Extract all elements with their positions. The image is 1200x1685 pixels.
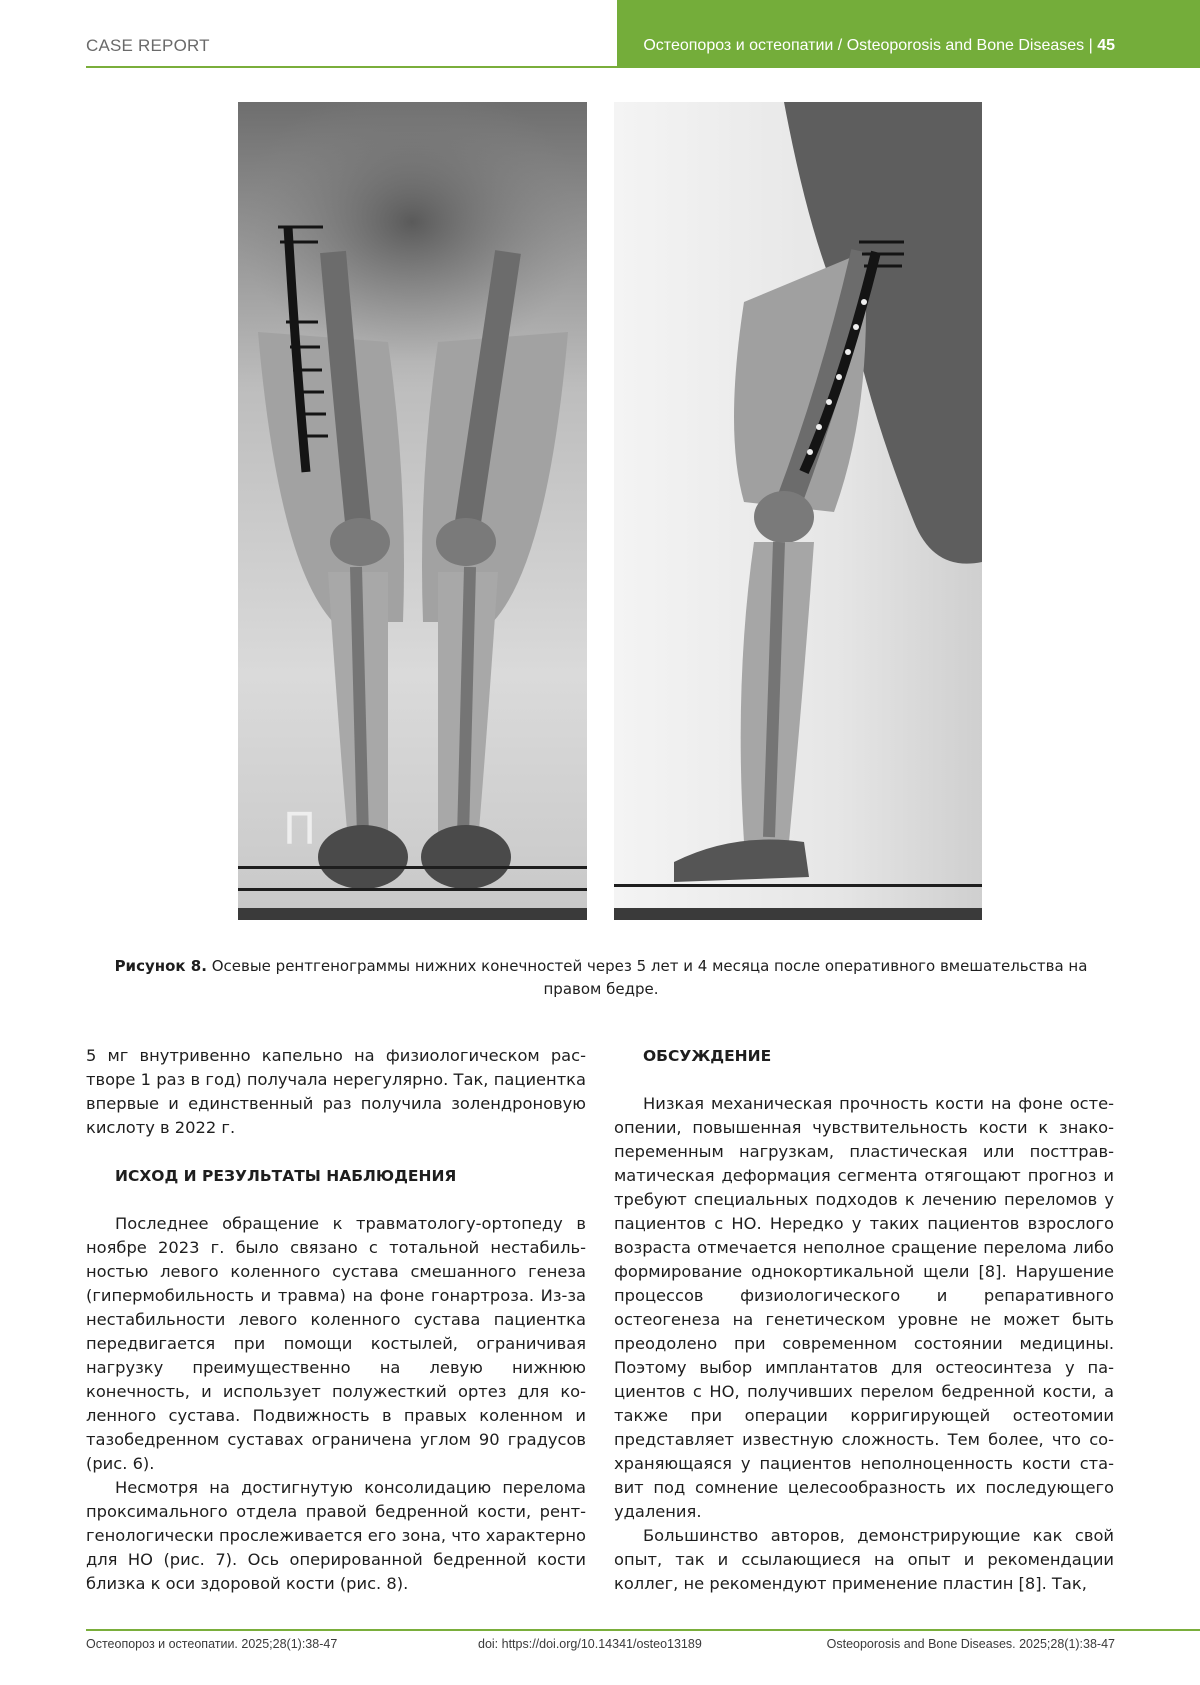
header-rule xyxy=(86,66,618,68)
right-column xyxy=(614,1044,1114,1596)
page-number: 45 xyxy=(1097,37,1115,54)
left-paragraph-2: Последнее обращение к травматологу-ортопеду в ноябре 2023 г. было связано с тотальной нестабильностью левого коленного сустава смешанного генеза (гипермобильность и травма) на фоне гонартроза. Из-за нестабильности левого коленного сустава пациентка передвигается при помощи костылей, ограничивая нагрузку преимущественно на левую нижнюю конечность, и использует полужесткий ортез для коленного сустава. Подвижность в правых коленном и тазобедренном суставах ограничена углом 90 градусов (рис. 6). xyxy=(86,1214,586,1473)
header-separator: | xyxy=(1084,37,1098,54)
journal-running-head xyxy=(643,37,1115,55)
left-paragraph-3: Несмотря на достигнутую консолидацию перелома проксимального отдела правой бедренной кости, рентгенологически прослеживается его зона, что характерно для НО (рис. 7). Ось оперированной бедренной кости близка к оси здоровой кости (рис. 8). xyxy=(86,1478,586,1593)
section-heading-outcome: ИСХОД И РЕЗУЛЬТАТЫ НАБЛЮДЕНИЯ xyxy=(115,1167,457,1185)
figure-caption-text: Осевые рентгенограммы нижних конечностей через 5 лет и 4 месяца после оперативного вмешательства на правом бедре. xyxy=(206,957,1088,998)
footer-doi: doi: https://doi.org/10.14341/osteo13189 xyxy=(478,1637,702,1651)
xray-lateral-image xyxy=(614,102,982,920)
section-heading-discussion: ОБСУЖДЕНИЕ xyxy=(643,1047,772,1065)
xray-side-marker: П xyxy=(283,804,317,855)
header-band xyxy=(617,0,1200,68)
footer-citation-en: Osteoporosis and Bone Diseases. 2025;28(1):38-47 xyxy=(826,1637,1115,1651)
figure-caption-label: Рисунок 8. xyxy=(114,957,207,975)
right-paragraph-2: Большинство авторов, демонстрирующие как свой опыт, так и ссылающиеся на опыт и рекомендации коллег, не рекомендуют применение пластин [8]. Так, xyxy=(614,1526,1114,1593)
left-column xyxy=(86,1044,586,1596)
xray-frontal-image xyxy=(238,102,587,920)
journal-title: Остеопороз и остеопатии / Osteoporosis and Bone Diseases xyxy=(643,37,1085,54)
footer-citation-ru: Остеопороз и остеопатии. 2025;28(1):38-47 xyxy=(86,1637,338,1651)
left-paragraph-1: 5 мг внутривенно капельно на физиологическом растворе 1 раз в год) получала нерегулярно. Так, пациентка впервые и единственный раз получила золендроновую кислоту в 2022 г. xyxy=(86,1046,586,1137)
section-label: CASE REPORT xyxy=(86,36,210,55)
footer-rule xyxy=(86,1629,1200,1631)
right-paragraph-1: Низкая механическая прочность кости на фоне остеопении, повышенная чувствительность кости к знакопеременным нагрузкам, пластическая или посттравматическая деформация сегмента отягощают прогноз и требуют специальных подходов к лечению переломов у пациентов с НО. Нередко у таких пациентов взрослого возраста отмечается неполное сращение перелома либо формирование однокортикальной щели [8]. Нарушение процессов физиологического и репаративного остеогенеза на генетическом уровне не может быть преодолено при современном состоянии медицины. Поэтому выбор имплантатов для остеосинтеза у пациентов с НО, получивших перелом бедренной кости, а также при операции корригирующей остеотомии представляет известную сложность. Тем более, что сохраняющаяся у пациентов неполноценность кости ставит под сомнение целесообразность их последующего удаления. xyxy=(614,1094,1114,1521)
figure-caption xyxy=(86,955,1116,1001)
